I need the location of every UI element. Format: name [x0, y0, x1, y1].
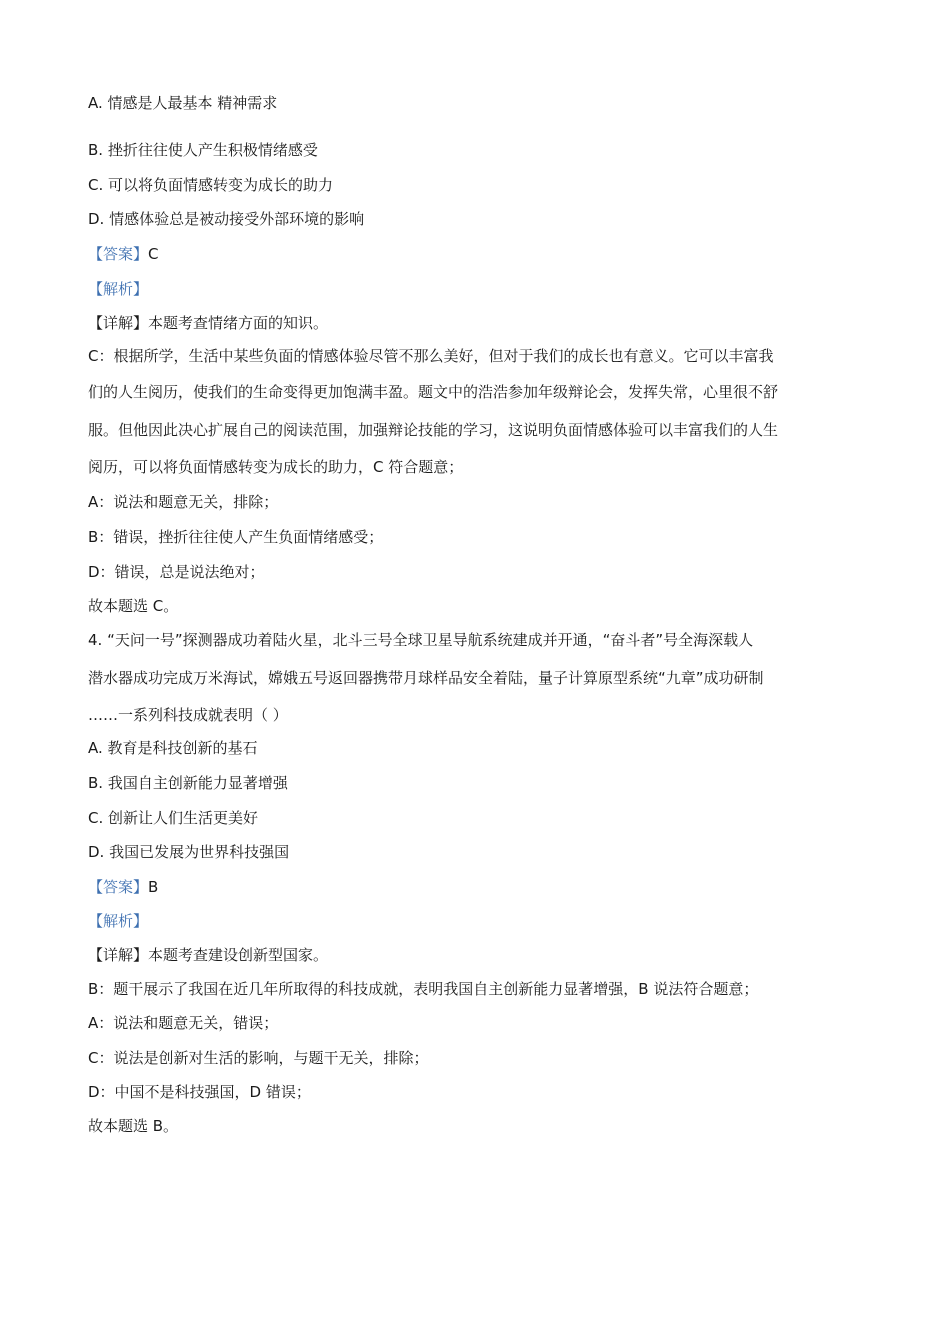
q3-explain-c-line4: 阅历，可以将负面情感转变为成长的助力，C 符合题意； — [88, 458, 464, 476]
q3-answer-value: C — [148, 245, 159, 263]
q3-answer-line — [88, 244, 868, 264]
q4-option-a: A. 教育是科技创新的基石 — [88, 739, 258, 757]
q4-analysis-tag: 【解析】 — [88, 912, 149, 930]
q4-stem-line1: 4. “天问一号”探测器成功着陆火星，北斗三号全球卫星导航系统建成并开通，“奋斗者”号全海深载人 — [88, 631, 754, 649]
q3-option-d: D. 情感体验总是被动接受外部环境的影响 — [88, 210, 365, 228]
q3-explain-a: A：说法和题意无关，排除； — [88, 493, 279, 511]
q4-explain-a: A：说法和题意无关，错误； — [88, 1014, 279, 1032]
q4-answer-tag: 【答案】 — [88, 878, 149, 896]
q4-answer-line — [88, 877, 868, 897]
q4-option-d: D. 我国已发展为世界科技强国 — [88, 843, 290, 861]
q4-explain-d: D：中国不是科技强国，D 错误； — [88, 1083, 311, 1101]
q4-option-c: C. 创新让人们生活更美好 — [88, 809, 259, 827]
q4-option-b: B. 我国自主创新能力显著增强 — [88, 774, 288, 792]
q4-explain-c: C：说法是创新对生活的影响，与题干无关，排除； — [88, 1049, 429, 1067]
q3-detail: 【详解】本题考查情绪方面的知识。 — [88, 314, 329, 332]
q3-option-a: A. 情感是人最基本 精神需求 — [88, 94, 278, 112]
q3-explain-c-line3: 服。但他因此决心扩展自己的阅读范围，加强辩论技能的学习，这说明负面情感体验可以丰富我们的人生 — [88, 421, 779, 439]
q4-answer-value: B — [148, 878, 159, 896]
q3-explain-c-line1: C：根据所学，生活中某些负面的情感体验尽管不那么美好，但对于我们的成长也有意义。它可以丰富我 — [88, 347, 774, 365]
q4-conclusion: 故本题选 B。 — [88, 1117, 179, 1135]
q3-conclusion: 故本题选 C。 — [88, 597, 179, 615]
q3-answer-tag: 【答案】 — [88, 245, 149, 263]
q3-explain-c-line2: 们的人生阅历，使我们的生命变得更加饱满丰盈。题文中的浩浩参加年级辩论会，发挥失常，心里很不舒 — [88, 383, 779, 401]
q3-option-c: C. 可以将负面情感转变为成长的助力 — [88, 176, 334, 194]
q4-explain-b: B：题干展示了我国在近几年所取得的科技成就，表明我国自主创新能力显著增强，B 说法符合题意； — [88, 980, 759, 998]
q3-option-b: B. 挫折往往使人产生积极情绪感受 — [88, 141, 318, 159]
q3-explain-b: B：错误，挫折往往使人产生负面情绪感受； — [88, 528, 384, 546]
q4-stem-line2: 潜水器成功完成万米海试，嫦娥五号返回器携带月球样品安全着陆，量子计算原型系统“九章”成功研制 — [88, 669, 764, 687]
q4-stem-line3: ……一系列科技成就表明（ ） — [88, 706, 288, 724]
q3-analysis-tag: 【解析】 — [88, 280, 149, 298]
q4-detail: 【详解】本题考查建设创新型国家。 — [88, 946, 329, 964]
q3-explain-d: D：错误，总是说法绝对； — [88, 563, 265, 581]
